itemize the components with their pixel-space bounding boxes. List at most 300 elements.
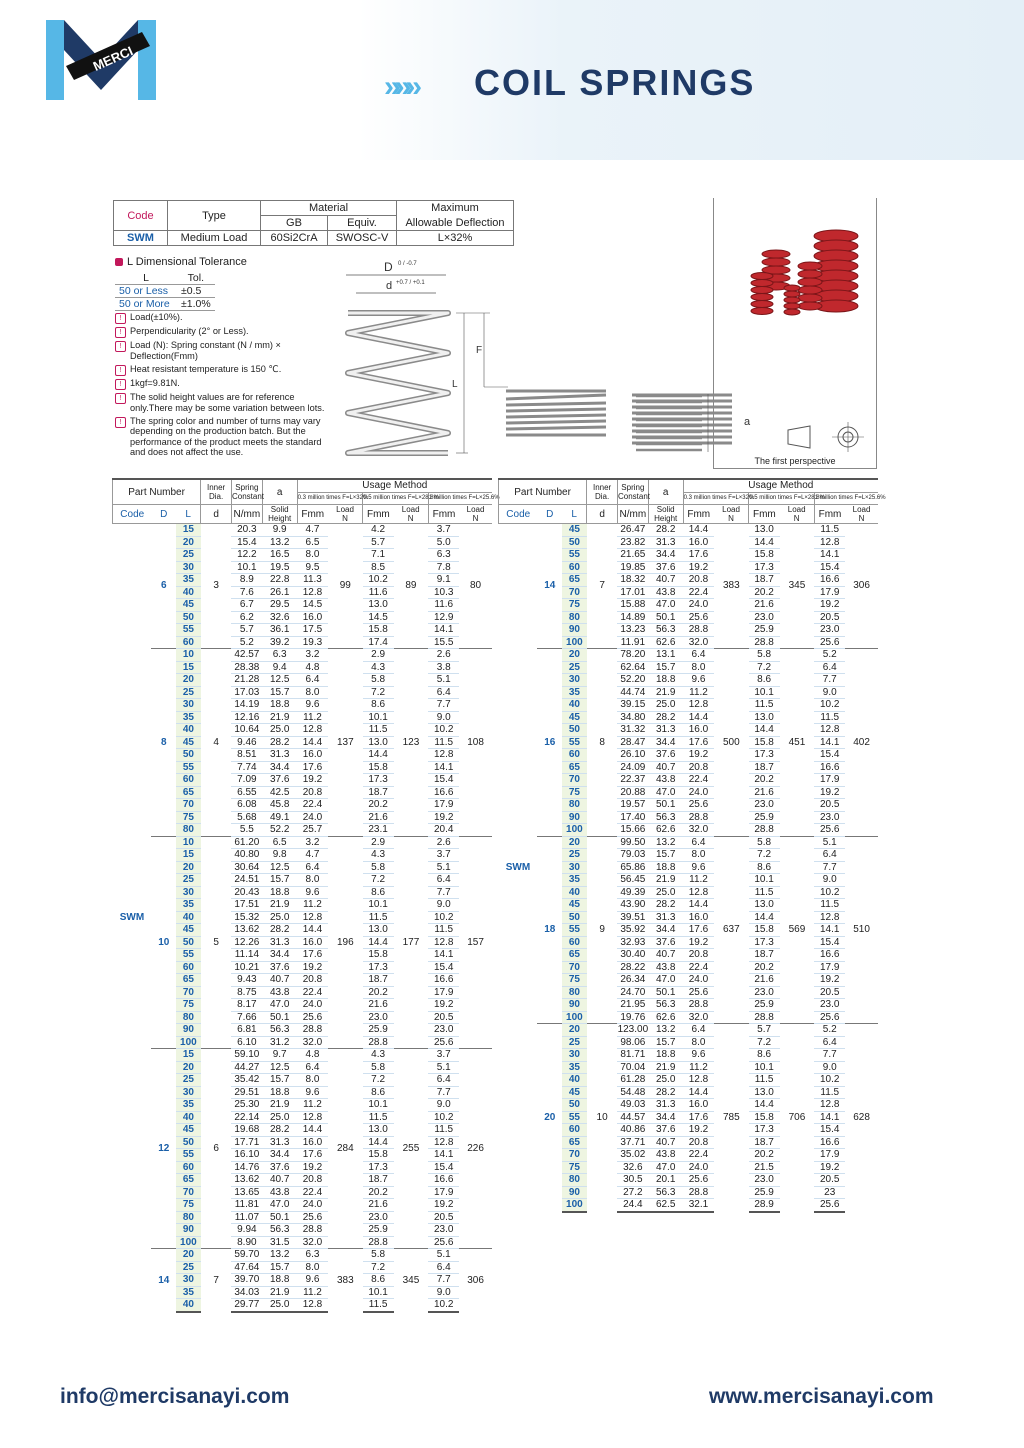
fmm-cell: 11.5 <box>428 924 459 937</box>
tol-col-tol: Tol. <box>177 272 215 285</box>
fmm-cell: 14.1 <box>814 1111 845 1124</box>
fmm-cell: 14.5 <box>363 611 394 624</box>
fmm-cell: 5.8 <box>363 674 394 687</box>
fmm-cell: 15.8 <box>749 736 780 749</box>
length-cell: 40 <box>176 1111 201 1124</box>
load-cell: 345 <box>394 1249 429 1312</box>
solid-height-cell: 31.3 <box>262 1136 297 1149</box>
solid-height-cell: 56.3 <box>262 1024 297 1037</box>
fmm-cell: 11.2 <box>297 1286 328 1299</box>
solid-height-cell: 50.1 <box>648 986 683 999</box>
fmm-cell: 10.2 <box>363 574 394 587</box>
solid-height-cell: 47.0 <box>648 786 683 799</box>
col-inner-dia: Inner Dia. <box>201 479 232 505</box>
fmm-cell: 3.7 <box>428 849 459 862</box>
spring-constant-cell: 15.4 <box>231 536 262 549</box>
spring-constant-cell: 78.20 <box>617 649 648 662</box>
fmm-cell: 25.6 <box>297 1011 328 1024</box>
length-cell: 65 <box>562 1136 587 1149</box>
fmm-cell: 28.8 <box>749 824 780 837</box>
fmm-cell: 7.7 <box>814 861 845 874</box>
length-cell: 55 <box>176 761 201 774</box>
fmm-cell: 20.5 <box>428 1011 459 1024</box>
page-title: COIL SPRINGS <box>474 62 756 103</box>
length-cell: 40 <box>176 586 201 599</box>
col-solid-height: Solid Height <box>648 505 683 524</box>
solid-height-cell: 31.3 <box>648 724 683 737</box>
spring-constant-cell: 32.6 <box>617 1161 648 1174</box>
fmm-cell: 23.0 <box>749 611 780 624</box>
fmm-cell: 6.4 <box>814 1036 845 1049</box>
spring-constant-cell: 30.40 <box>617 949 648 962</box>
spring-constant-cell: 14.89 <box>617 611 648 624</box>
dim-d-inner-tol: +0.7 / +0.1 <box>396 280 425 286</box>
spring-constant-cell: 13.62 <box>231 924 262 937</box>
fmm-cell: 28.8 <box>683 624 714 637</box>
fmm-cell: 10.2 <box>814 699 845 712</box>
fmm-cell: 6.3 <box>297 1249 328 1262</box>
length-cell: 55 <box>176 1149 201 1162</box>
solid-height-cell: 56.3 <box>648 624 683 637</box>
solid-height-cell: 50.1 <box>648 799 683 812</box>
fmm-cell: 8.6 <box>363 1086 394 1099</box>
fmm-cell: 7.2 <box>363 874 394 887</box>
fmm-cell: 8.0 <box>683 661 714 674</box>
spring-constant-cell: 12.16 <box>231 711 262 724</box>
fmm-cell: 32.0 <box>297 1236 328 1249</box>
tol-l: 50 or Less <box>115 285 177 298</box>
spring-constant-cell: 13.62 <box>231 1174 262 1187</box>
solid-height-cell: 42.5 <box>262 786 297 799</box>
fmm-cell: 12.8 <box>814 536 845 549</box>
load-cell: 306 <box>459 1249 492 1312</box>
spring-constant-cell: 79.03 <box>617 849 648 862</box>
length-cell: 50 <box>176 611 201 624</box>
load-cell: 383 <box>714 524 749 649</box>
fmm-cell: 11.2 <box>683 874 714 887</box>
length-cell: 40 <box>176 724 201 737</box>
spring-constant-cell: 70.04 <box>617 1061 648 1074</box>
fmm-cell: 20.8 <box>683 761 714 774</box>
fmm-cell: 12.8 <box>683 699 714 712</box>
fmm-cell: 14.4 <box>749 536 780 549</box>
spring-constant-cell: 30.5 <box>617 1174 648 1187</box>
spring-constant-cell: 35.92 <box>617 924 648 937</box>
solid-height-cell: 34.4 <box>262 949 297 962</box>
solid-height-cell: 62.6 <box>648 636 683 649</box>
length-cell: 60 <box>562 1124 587 1137</box>
fmm-cell: 16.0 <box>297 936 328 949</box>
info-col-gb: GB <box>261 216 328 231</box>
length-cell: 75 <box>562 599 587 612</box>
fmm-cell: 5.8 <box>363 1061 394 1074</box>
fmm-cell: 9.6 <box>297 886 328 899</box>
spring-constant-cell: 6.7 <box>231 599 262 612</box>
fmm-cell: 21.6 <box>749 974 780 987</box>
spring-constant-cell: 81.71 <box>617 1049 648 1062</box>
fmm-cell: 24.0 <box>683 599 714 612</box>
fmm-cell: 11.3 <box>297 574 328 587</box>
inner-dia-cell: 5 <box>201 836 232 1049</box>
length-cell: 25 <box>176 686 201 699</box>
info-icon: ! <box>115 417 126 428</box>
solid-height-cell: 18.8 <box>648 1049 683 1062</box>
fmm-cell: 12.8 <box>428 1136 459 1149</box>
fmm-cell: 7.7 <box>428 886 459 899</box>
fmm-cell: 12.8 <box>428 936 459 949</box>
fmm-cell: 5.7 <box>749 1024 780 1037</box>
fmm-cell: 14.4 <box>363 936 394 949</box>
length-cell: 100 <box>562 1011 587 1024</box>
length-cell: 50 <box>176 749 201 762</box>
solid-height-cell: 47.0 <box>262 1199 297 1212</box>
length-cell: 70 <box>176 986 201 999</box>
spring-constant-cell: 8.17 <box>231 999 262 1012</box>
spring-constant-cell: 17.40 <box>617 811 648 824</box>
spring-constant-cell: 32.93 <box>617 936 648 949</box>
spring-constant-cell: 15.32 <box>231 911 262 924</box>
spring-constant-cell: 19.57 <box>617 799 648 812</box>
fmm-cell: 12.8 <box>683 1074 714 1087</box>
spring-constant-cell: 29.77 <box>231 1299 262 1312</box>
length-cell: 75 <box>176 811 201 824</box>
length-cell: 60 <box>176 774 201 787</box>
fmm-cell: 12.8 <box>297 911 328 924</box>
fmm-cell: 5.1 <box>428 1249 459 1262</box>
info-gb: 60Si2CrA <box>261 231 328 246</box>
col-load: Load N <box>459 505 492 524</box>
footer-email[interactable]: info@mercisanayi.com <box>60 1385 290 1408</box>
length-cell: 40 <box>562 1074 587 1087</box>
inner-dia-cell: 7 <box>201 1249 232 1312</box>
fmm-cell: 20.8 <box>297 786 328 799</box>
spring-constant-cell: 7.74 <box>231 761 262 774</box>
fmm-cell: 14.4 <box>683 524 714 537</box>
fmm-cell: 20.5 <box>814 611 845 624</box>
spring-constant-cell: 5.2 <box>231 636 262 649</box>
length-cell: 75 <box>176 1199 201 1212</box>
length-cell: 65 <box>562 574 587 587</box>
spring-constant-cell: 21.95 <box>617 999 648 1012</box>
fmm-cell: 20.2 <box>749 774 780 787</box>
info-col-max2: Allowable Deflection <box>397 216 514 231</box>
solid-height-cell: 28.2 <box>648 711 683 724</box>
length-cell: 45 <box>562 524 587 537</box>
spring-constant-cell: 37.71 <box>617 1136 648 1149</box>
fmm-cell: 16.6 <box>814 574 845 587</box>
solid-height-cell: 36.1 <box>262 624 297 637</box>
spring-constant-cell: 34.03 <box>231 1286 262 1299</box>
spring-constant-cell: 49.39 <box>617 886 648 899</box>
fmm-cell: 32.1 <box>683 1199 714 1212</box>
length-cell: 80 <box>562 986 587 999</box>
fmm-cell: 11.5 <box>749 699 780 712</box>
header-row <box>499 505 879 524</box>
inner-dia-cell: 6 <box>201 1049 232 1249</box>
fmm-cell: 19.2 <box>297 774 328 787</box>
logo-text: MERCI <box>90 43 136 74</box>
spring-constant-cell: 11.91 <box>617 636 648 649</box>
solid-height-cell: 34.4 <box>648 736 683 749</box>
length-cell: 45 <box>176 1124 201 1137</box>
solid-height-cell: 39.2 <box>262 636 297 649</box>
length-cell: 90 <box>176 1224 201 1237</box>
solid-height-cell: 43.8 <box>262 1186 297 1199</box>
fmm-cell: 17.9 <box>814 774 845 787</box>
length-cell: 45 <box>176 736 201 749</box>
col-usage-2: 0.5 million times F=L×28.8% <box>363 492 429 505</box>
info-col-max: Maximum <box>397 201 514 216</box>
fmm-cell: 17.9 <box>428 799 459 812</box>
spring-constant-cell: 12.2 <box>231 549 262 562</box>
dim-f: F <box>476 345 483 356</box>
fmm-cell: 25.9 <box>749 624 780 637</box>
spring-constant-cell: 8.75 <box>231 986 262 999</box>
length-cell: 55 <box>562 924 587 937</box>
spring-constant-cell: 20.3 <box>231 524 262 537</box>
solid-height-cell: 56.3 <box>262 1224 297 1237</box>
fmm-cell: 12.8 <box>814 724 845 737</box>
load-cell: 196 <box>328 836 363 1049</box>
spring-constant-cell: 20.43 <box>231 886 262 899</box>
footer-website[interactable]: www.mercisanayi.com <box>709 1385 934 1408</box>
load-cell: 706 <box>780 1024 815 1212</box>
length-cell: 45 <box>562 1086 587 1099</box>
fmm-cell: 9.0 <box>428 899 459 912</box>
table-row <box>113 1249 493 1262</box>
fmm-cell: 15.8 <box>363 949 394 962</box>
solid-height-cell: 12.5 <box>262 674 297 687</box>
solid-height-cell: 40.7 <box>262 1174 297 1187</box>
spring-constant-cell: 44.57 <box>617 1111 648 1124</box>
col-nmm: N/mm <box>231 505 262 524</box>
fmm-cell: 4.2 <box>363 524 394 537</box>
fmm-cell: 7.2 <box>363 1261 394 1274</box>
fmm-cell: 12.9 <box>428 611 459 624</box>
fmm-cell: 6.4 <box>428 1074 459 1087</box>
fmm-cell: 25.6 <box>814 824 845 837</box>
info-col-type: Type <box>168 201 261 231</box>
fmm-cell: 14.4 <box>749 1099 780 1112</box>
spring-constant-cell: 34.80 <box>617 711 648 724</box>
length-cell: 45 <box>562 899 587 912</box>
fmm-cell: 8.6 <box>749 1049 780 1062</box>
fmm-cell: 16.6 <box>814 1136 845 1149</box>
fmm-cell: 9.0 <box>428 1286 459 1299</box>
fmm-cell: 5.0 <box>428 536 459 549</box>
fmm-cell: 8.5 <box>363 561 394 574</box>
length-cell: 80 <box>176 824 201 837</box>
solid-height-cell: 28.2 <box>262 1124 297 1137</box>
fmm-cell: 17.3 <box>749 749 780 762</box>
fmm-cell: 11.5 <box>428 1124 459 1137</box>
fmm-cell: 11.2 <box>683 1061 714 1074</box>
solid-height-cell: 18.8 <box>648 674 683 687</box>
length-cell: 70 <box>562 774 587 787</box>
spring-constant-cell: 12.26 <box>231 936 262 949</box>
load-cell: 226 <box>459 1049 492 1249</box>
dim-d-outer-tol: 0 / -0.7 <box>398 261 417 267</box>
solid-height-cell: 37.6 <box>648 1124 683 1137</box>
length-cell: 90 <box>176 1024 201 1037</box>
fmm-cell: 23.0 <box>749 1174 780 1187</box>
fmm-cell: 20.5 <box>814 1174 845 1187</box>
fmm-cell: 4.8 <box>297 1049 328 1062</box>
solid-height-cell: 37.6 <box>262 1161 297 1174</box>
fmm-cell: 23.0 <box>814 624 845 637</box>
fmm-cell: 14.4 <box>363 1136 394 1149</box>
spring-constant-cell: 15.66 <box>617 824 648 837</box>
fmm-cell: 6.5 <box>297 536 328 549</box>
fmm-cell: 20.5 <box>814 986 845 999</box>
solid-height-cell: 15.7 <box>262 686 297 699</box>
length-cell: 40 <box>176 911 201 924</box>
length-cell: 70 <box>176 1186 201 1199</box>
length-cell: 30 <box>176 886 201 899</box>
length-cell: 25 <box>176 874 201 887</box>
info-icon: ! <box>115 327 126 338</box>
fmm-cell: 17.9 <box>428 1186 459 1199</box>
spring-constant-cell: 22.14 <box>231 1111 262 1124</box>
solid-spring-diagram <box>636 390 712 460</box>
solid-height-cell: 34.4 <box>262 1149 297 1162</box>
solid-height-cell: 21.9 <box>262 711 297 724</box>
fmm-cell: 9.0 <box>814 874 845 887</box>
outer-dia-cell: 16 <box>537 649 562 837</box>
fmm-cell: 28.8 <box>749 636 780 649</box>
fmm-cell: 11.5 <box>814 899 845 912</box>
fmm-cell: 17.9 <box>428 986 459 999</box>
spring-constant-cell: 18.32 <box>617 574 648 587</box>
fmm-cell: 21.6 <box>363 811 394 824</box>
length-cell: 70 <box>562 961 587 974</box>
spring-constant-cell: 28.22 <box>617 961 648 974</box>
length-cell: 15 <box>176 849 201 862</box>
length-cell: 75 <box>176 999 201 1012</box>
col-fmm: Fmm <box>297 505 328 524</box>
fmm-cell: 9.6 <box>297 1086 328 1099</box>
length-cell: 20 <box>176 1061 201 1074</box>
fmm-cell: 5.8 <box>749 649 780 662</box>
tol-col-l: L <box>115 272 177 285</box>
fmm-cell: 10.2 <box>814 1074 845 1087</box>
fmm-cell: 25.9 <box>363 1024 394 1037</box>
fmm-cell: 14.4 <box>749 911 780 924</box>
fmm-cell: 9.6 <box>297 1274 328 1287</box>
solid-height-cell: 37.6 <box>648 749 683 762</box>
fmm-cell: 10.1 <box>363 899 394 912</box>
spring-constant-cell: 39.70 <box>231 1274 262 1287</box>
spring-constant-cell: 7.6 <box>231 586 262 599</box>
col-usage-1: 0.3 million times F=L×32% <box>297 492 363 505</box>
fmm-cell: 28.8 <box>749 1011 780 1024</box>
fmm-cell: 20.8 <box>683 949 714 962</box>
fmm-cell: 16.6 <box>814 761 845 774</box>
inner-dia-cell: 7 <box>587 524 618 649</box>
solid-height-cell: 43.8 <box>648 586 683 599</box>
length-cell: 10 <box>176 836 201 849</box>
fmm-cell: 15.4 <box>814 561 845 574</box>
spring-constant-cell: 123.00 <box>617 1024 649 1035</box>
spring-constant-cell: 24.09 <box>617 761 648 774</box>
fmm-cell: 28.8 <box>683 1186 714 1199</box>
solid-height-cell: 28.2 <box>262 736 297 749</box>
fmm-cell: 11.5 <box>749 1074 780 1087</box>
spring-constant-cell: 29.51 <box>231 1086 262 1099</box>
spring-constant-cell: 6.2 <box>231 611 262 624</box>
spring-constant-cell: 44.27 <box>231 1061 262 1074</box>
length-cell: 35 <box>176 1286 201 1299</box>
spring-constant-cell: 59.10 <box>231 1049 262 1062</box>
solid-height-cell: 9.9 <box>262 524 297 537</box>
solid-height-cell: 40.7 <box>262 974 297 987</box>
spring-constant-cell: 28.47 <box>617 736 648 749</box>
spring-constant-cell: 10.21 <box>231 961 262 974</box>
fmm-cell: 7.2 <box>363 686 394 699</box>
fmm-cell: 18.7 <box>749 1136 780 1149</box>
length-cell: 75 <box>562 974 587 987</box>
fmm-cell: 19.2 <box>683 936 714 949</box>
length-cell: 60 <box>562 749 587 762</box>
length-cell: 90 <box>562 624 587 637</box>
solid-height-cell: 43.8 <box>648 961 683 974</box>
length-cell: 50 <box>562 724 587 737</box>
fmm-cell: 5.1 <box>428 1061 459 1074</box>
solid-height-cell: 37.6 <box>262 961 297 974</box>
solid-height-cell: 18.8 <box>262 1086 297 1099</box>
length-cell: 50 <box>562 536 587 549</box>
length-cell: 60 <box>176 1161 201 1174</box>
spring-constant-cell: 61.20 <box>231 836 262 849</box>
fmm-cell: 14.1 <box>428 624 459 637</box>
fmm-cell: 18.7 <box>749 949 780 962</box>
length-cell: 35 <box>176 711 201 724</box>
fmm-cell: 17.4 <box>363 636 394 649</box>
solid-height-cell: 9.7 <box>262 1049 297 1062</box>
fmm-cell: 25.9 <box>749 811 780 824</box>
spring-constant-cell: 56.45 <box>617 874 648 887</box>
spring-constant-cell: 22.37 <box>617 774 648 787</box>
fmm-cell: 13.0 <box>363 736 394 749</box>
solid-height-cell: 25.0 <box>262 1299 297 1312</box>
length-cell: 35 <box>176 574 201 587</box>
fmm-cell: 19.2 <box>814 1161 845 1174</box>
fmm-cell: 10.1 <box>749 1061 780 1074</box>
fmm-cell: 9.6 <box>683 674 714 687</box>
fmm-cell: 19.2 <box>428 999 459 1012</box>
col-load: Load N <box>714 505 749 524</box>
tol-value: ±0.5 <box>177 285 215 298</box>
spring-constant-cell: 5.68 <box>231 811 262 824</box>
fmm-cell: 8.0 <box>297 1261 328 1274</box>
length-cell: 15 <box>176 524 201 537</box>
info-table <box>113 200 514 246</box>
info-icon: ! <box>115 365 126 376</box>
fmm-cell: 6.4 <box>428 874 459 887</box>
solid-height-cell: 21.9 <box>262 899 297 912</box>
outer-dia-cell: 12 <box>151 1049 176 1249</box>
col-d: d <box>587 505 618 524</box>
length-cell: 30 <box>176 561 201 574</box>
spring-constant-cell: 47.64 <box>231 1261 262 1274</box>
col-load: Load N <box>394 505 429 524</box>
table-row <box>113 836 493 849</box>
solid-height-cell: 45.8 <box>262 799 297 812</box>
solid-height-cell: 19.5 <box>262 561 297 574</box>
fmm-cell: 28.9 <box>749 1199 780 1212</box>
fmm-cell: 17.9 <box>814 586 845 599</box>
spring-constant-cell: 14.76 <box>231 1161 262 1174</box>
